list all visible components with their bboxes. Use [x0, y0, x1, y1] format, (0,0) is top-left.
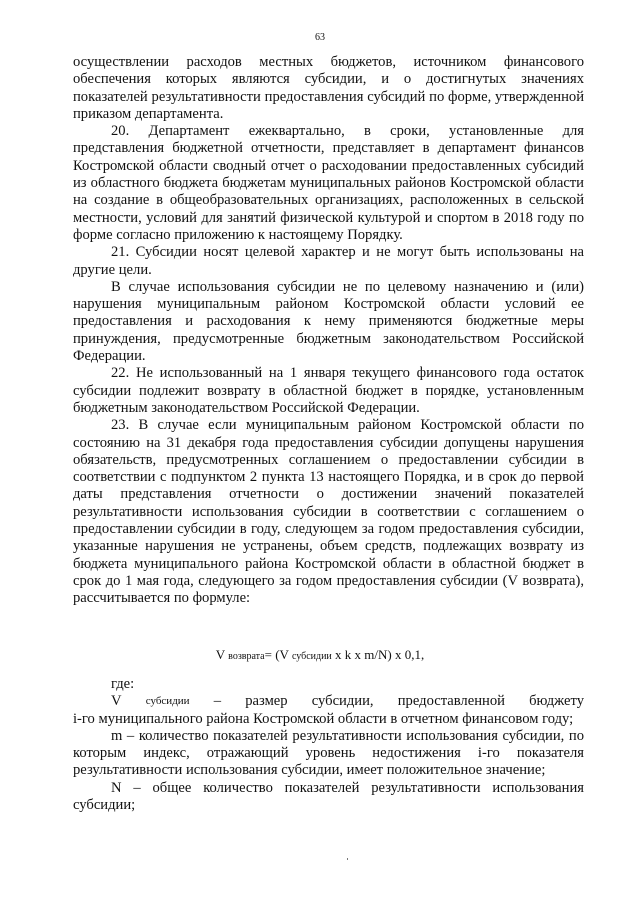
definition-v-word-2: субсидии,	[311, 693, 374, 710]
formula-rhs-open: = (V	[264, 647, 289, 662]
definition-v-continuation: i-го муниципального района Костромской области в отчетном финансовом году;	[73, 710, 574, 727]
definition-v-symbol: V	[111, 693, 122, 710]
definition-v-word-3: предоставленной	[397, 693, 505, 710]
where-label: где:	[111, 676, 135, 692]
definition-v-word-4: бюджету	[529, 693, 584, 710]
definition-v-word-1: размер	[245, 693, 288, 710]
page-number: 63	[315, 32, 325, 43]
paragraph-continuation: осуществлении расходов местных бюджетов, источником финансового обеспечения которых являются субсидии, и о достигнутых значениях показателей результативности предоставления субсидий по форме, утвержденной приказом департамента.	[73, 54, 584, 122]
formula-lhs: V	[215, 647, 225, 662]
document-body	[73, 54, 584, 608]
definition-m: m – количество показателей результативности использования субсидии, по которым индекс, отражающий уровень недостижения i-го показателя результативности использования субсидии, имеет положительное значение;	[73, 727, 584, 779]
definition-n: N – общее количество показателей результативности использования субсидии;	[73, 779, 584, 814]
paragraph-20: 20. Департамент ежеквартально, в сроки, установленные для представления бюджетной отчетности, представляет в департамент финансов Костромской области сводный отчет о расходовании предоставленных субсидий из областного бюджета бюджетам муниципальных районов Костромской области на создание в общеобразовательных организациях, расположенных в сельской местности, условий для занятий физической культурой и спортом в 2018 году по форме согласно приложению к настоящему Порядку.	[73, 123, 584, 243]
definition-v-subsidy-line	[73, 693, 584, 710]
refund-formula	[0, 647, 640, 665]
paragraph-21-misuse: В случае использования субсидии не по целевому назначению и (или) нарушения муниципальным районом Костромской области условий ее предоставления и расходования к нему применяются бюджетные меры принуждения, предусмотренные бюджетным законодательством Российской Федерации.	[73, 278, 584, 365]
paragraph-22: 22. Не использованный на 1 января текущего финансового года остаток субсидии подлежит возврату в областной бюджет в порядке, установленным бюджетным законодательством Российской Федерации.	[73, 365, 584, 416]
formula-definitions	[73, 676, 584, 814]
definition-v-subscript: субсидии	[145, 695, 190, 708]
formula-subsidy-subscript: субсидии	[291, 651, 332, 662]
definition-v-dash: –	[213, 693, 222, 710]
paragraph-23: 23. В случае если муниципальным районом Костромской области по состоянию на 31 декабря года предоставления субсидии допущены нарушения обязательств, предусмотренных соглашением о предоставлении субсидии в соответствии с подпунктом 2 пункта 13 настоящего Порядка, и в срок до первой даты представления отчетности о достижении значений показателей результативности использования субсидии в соответствии с соглашением о предоставлении субсидии в году, следующем за годом предоставления субсидии, указанные нарушения не устранены, объем средств, подлежащих возврату из бюджета муниципального района Костромской области в областной бюджет в срок до 1 мая года, следующего за годом предоставления субсидии (V возврата), рассчитывается по формуле:	[73, 417, 584, 607]
formula-lhs-subscript: возврата	[228, 651, 265, 662]
paragraph-21: 21. Субсидии носят целевой характер и не могут быть использованы на другие цели.	[73, 244, 584, 278]
formula-rhs-rest: x k x m/N) x 0,1,	[335, 647, 425, 662]
scan-speck	[347, 858, 348, 860]
